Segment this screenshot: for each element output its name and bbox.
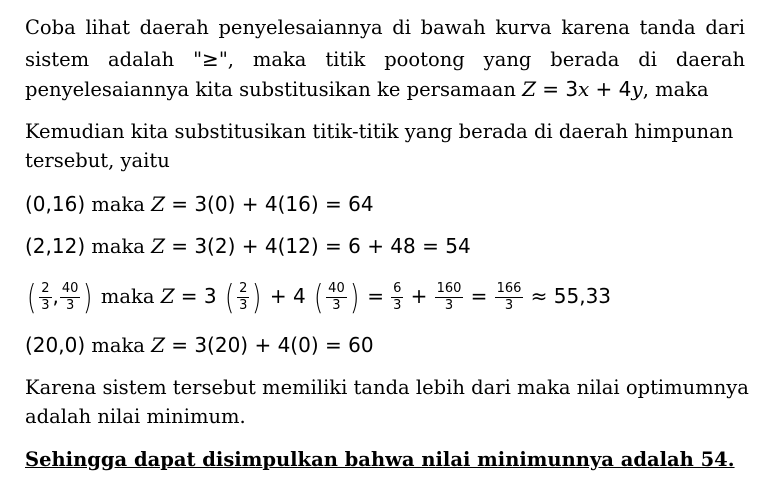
- fraction-numerator: 2: [239, 281, 248, 296]
- equation-var-x: x: [578, 77, 590, 101]
- calc-var: Z: [151, 333, 166, 357]
- calc-row-1: [25, 190, 374, 219]
- calc-expression: = 3(2) + 4(12) = 6 + 48 = 54: [171, 234, 471, 258]
- plus-sign: +: [410, 284, 428, 308]
- fraction: [495, 282, 524, 313]
- equation-var-y: y: [631, 77, 643, 101]
- equation-coef-y: + 4: [595, 77, 632, 101]
- calc-word: maka: [91, 334, 145, 357]
- fraction-denominator: 3: [41, 298, 50, 313]
- fraction-numerator: 2: [41, 281, 50, 296]
- closing-text-2: adalah nilai minimum.: [25, 405, 246, 428]
- calc-row-2: [25, 232, 471, 261]
- greater-equal-symbol: ≥: [202, 47, 219, 71]
- sub-text-1: Kemudian kita substitusikan titik-titik yang berada di daerah himpunan: [25, 120, 734, 143]
- approx-result: ≈ 55,33: [530, 284, 612, 308]
- fraction-denominator: 3: [332, 298, 341, 313]
- fraction-denominator: 3: [504, 298, 514, 313]
- calc-var: Z: [151, 192, 166, 216]
- fraction-numerator: 160: [436, 281, 462, 296]
- fraction: [391, 282, 403, 313]
- sub-line-2: [25, 147, 170, 175]
- fraction-numerator: 166: [496, 281, 522, 296]
- intro-line-1: [25, 14, 745, 42]
- fraction-numerator: 40: [61, 281, 79, 296]
- calc-word: maka: [91, 193, 145, 216]
- equation-coef-x: = 3: [542, 77, 579, 101]
- right-paren: ): [349, 277, 359, 318]
- left-paren: (: [26, 277, 37, 318]
- sub-text-2: tersebut, yaitu: [25, 149, 170, 172]
- closing-text-1: Karena sistem tersebut memiliki tanda lebih dari maka nilai optimumnya: [25, 376, 749, 399]
- right-paren: ): [83, 277, 93, 318]
- intro-text-3b: , maka: [642, 78, 709, 101]
- fraction: [237, 282, 249, 313]
- fraction-denominator: 3: [393, 298, 402, 313]
- right-paren: ): [252, 277, 262, 318]
- intro-text-2a: sistem adalah ": [25, 48, 203, 71]
- calc-var: Z: [160, 284, 175, 308]
- equation-var-z: Z: [522, 77, 536, 101]
- intro-line-2: [25, 45, 745, 74]
- left-paren: (: [313, 277, 324, 318]
- fraction: [60, 282, 81, 313]
- calc-expression: = 3(20) + 4(0) = 60: [171, 333, 374, 357]
- intro-text-2b: ", maka titik pootong yang berada di daerah: [218, 48, 746, 71]
- conclusion-text: Sehingga dapat disimpulkan bahwa nilai minimunnya adalah 54.: [25, 448, 735, 471]
- fraction-denominator: 3: [444, 298, 454, 313]
- fraction-denominator: 3: [239, 298, 248, 313]
- intro-line-3: [25, 75, 709, 104]
- calc-point: (20,0): [25, 333, 86, 357]
- calc-coef: = 3: [180, 284, 217, 308]
- calc-expression: = 3(0) + 4(16) = 64: [171, 192, 374, 216]
- fraction-numerator: 40: [328, 281, 345, 296]
- calc-row-4: [25, 331, 374, 360]
- closing-line-1: [25, 374, 749, 402]
- intro-text-3a: penyelesaiannya kita substitusikan ke persamaan: [25, 78, 516, 101]
- calc-row-3: [25, 276, 611, 317]
- fraction: [326, 282, 347, 313]
- fraction: [435, 282, 464, 313]
- calc-word: maka: [100, 285, 155, 308]
- calc-point: (2,12): [25, 234, 86, 258]
- intro-text-1: Coba lihat daerah penyelesaiannya di bawah kurva karena tanda dari: [25, 16, 745, 39]
- calc-coef: + 4: [269, 284, 306, 308]
- conclusion-line: [25, 446, 735, 474]
- calc-var: Z: [151, 234, 166, 258]
- fraction-denominator: 3: [66, 298, 75, 313]
- equals-sign: =: [470, 284, 488, 308]
- closing-line-2: [25, 403, 246, 431]
- fraction: [39, 282, 51, 313]
- fraction-numerator: 6: [393, 281, 402, 296]
- sub-line-1: [25, 118, 733, 146]
- comma: ,: [52, 284, 59, 308]
- calc-word: maka: [91, 235, 145, 258]
- calc-point: (0,16): [25, 192, 86, 216]
- left-paren: (: [224, 277, 235, 318]
- equals-sign: =: [367, 284, 384, 308]
